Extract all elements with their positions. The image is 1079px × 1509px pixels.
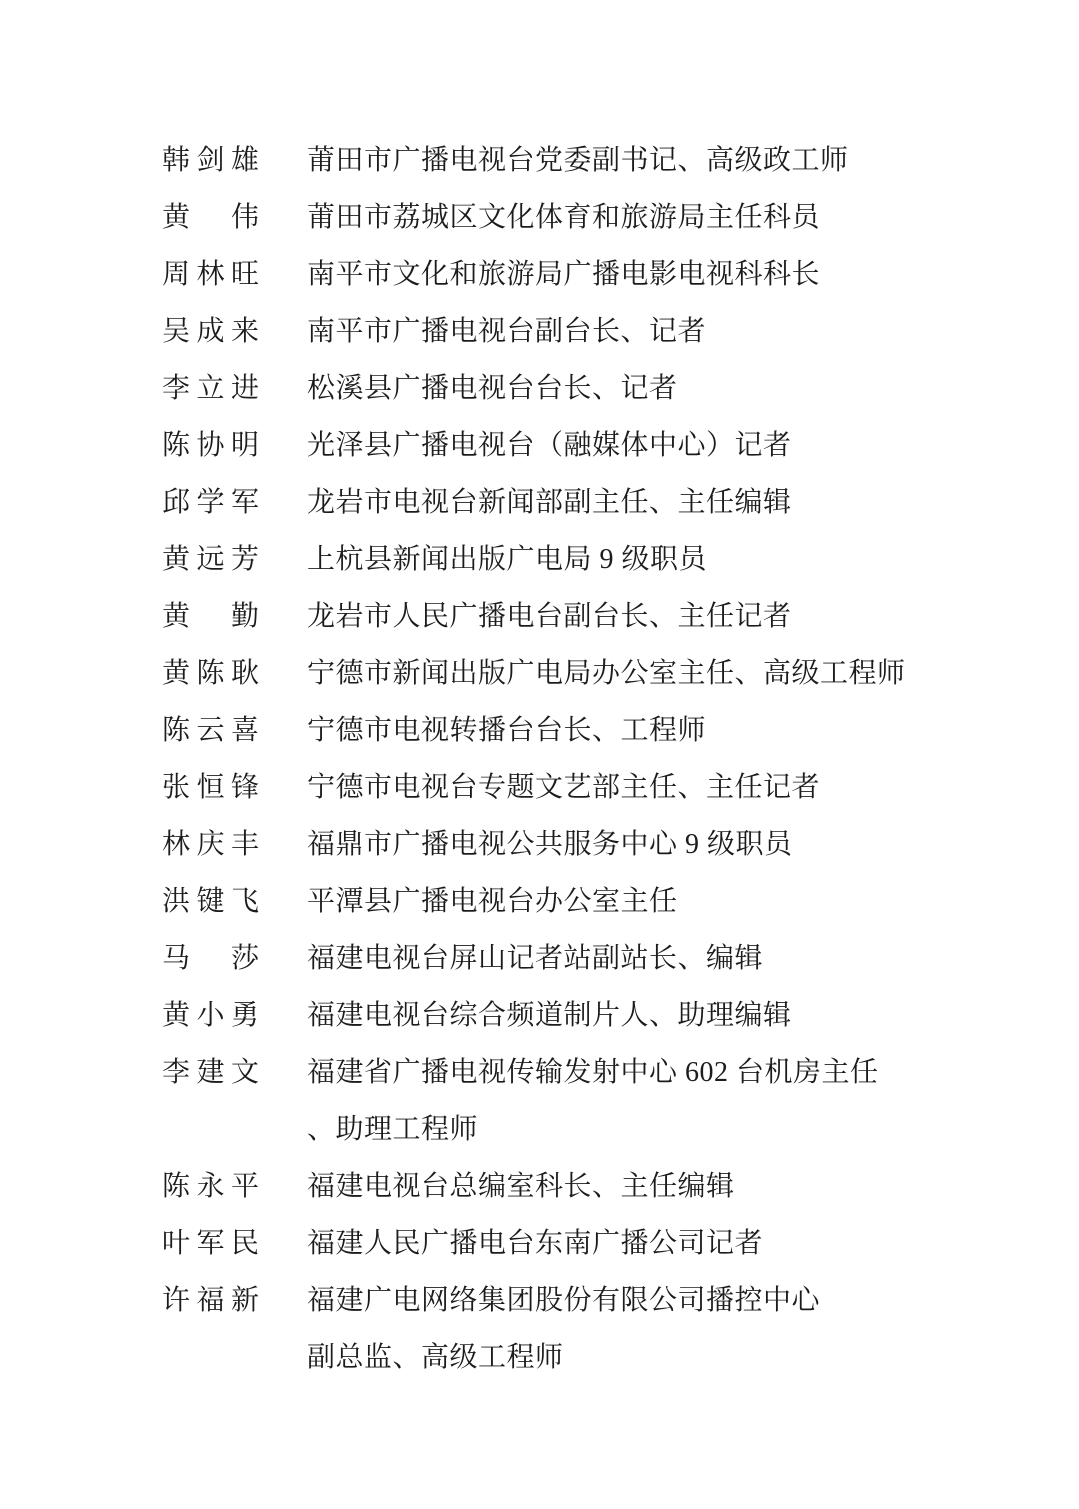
person-title: 上杭县新闻出版广电局 9 级职员 (307, 544, 708, 575)
person-name: 洪键飞 (162, 886, 259, 917)
list-item-continuation (162, 1329, 942, 1386)
person-name: 张恒锋 (162, 772, 259, 803)
person-title: 宁德市电视台专题文艺部主任、主任记者 (307, 772, 821, 803)
person-name: 黄远芳 (162, 544, 259, 575)
person-name: 林庆丰 (162, 829, 259, 860)
list-item (162, 1044, 942, 1101)
person-title: 莆田市广播电视台党委副书记、高级政工师 (307, 145, 849, 176)
list-item (162, 873, 942, 930)
person-title: 南平市文化和旅游局广播电影电视科科长 (307, 259, 821, 290)
person-name: 周林旺 (162, 259, 259, 290)
list-item (162, 930, 942, 987)
person-name: 韩剑雄 (162, 145, 259, 176)
person-title: 龙岩市电视台新闻部副主任、主任编辑 (307, 487, 792, 518)
person-name: 许福新 (162, 1285, 259, 1316)
person-name: 叶军民 (162, 1228, 259, 1259)
list-item (162, 759, 942, 816)
list-item (162, 702, 942, 759)
person-title: 平潭县广播电视台办公室主任 (307, 886, 678, 917)
person-title: 福建广电网络集团股份有限公司播控中心 (307, 1285, 821, 1316)
person-name: 马莎 (162, 943, 259, 974)
person-title: 莆田市荔城区文化体育和旅游局主任科员 (307, 202, 821, 233)
person-title: 福鼎市广播电视公共服务中心 9 级职员 (307, 829, 793, 860)
person-name: 邱学军 (162, 487, 259, 518)
list-item (162, 417, 942, 474)
person-name: 吴成来 (162, 316, 259, 347)
person-title: 宁德市电视转播台台长、工程师 (307, 715, 707, 746)
person-name: 陈协明 (162, 430, 259, 461)
list-item (162, 360, 942, 417)
person-title: 龙岩市人民广播电台副台长、主任记者 (307, 601, 792, 632)
person-title: 福建人民广播电台东南广播公司记者 (307, 1228, 764, 1259)
person-title-continued: 副总监、高级工程师 (307, 1342, 564, 1373)
person-title: 松溪县广播电视台台长、记者 (307, 373, 678, 404)
list-item (162, 987, 942, 1044)
list-item (162, 1272, 942, 1329)
person-name: 李立进 (162, 373, 259, 404)
person-name: 黄伟 (162, 202, 259, 233)
list-item (162, 132, 942, 189)
person-name: 黄小勇 (162, 1000, 259, 1031)
list-item (162, 246, 942, 303)
list-item (162, 531, 942, 588)
person-title: 福建省广播电视传输发射中心 602 台机房主任 (307, 1057, 879, 1088)
person-name: 黄陈耿 (162, 658, 259, 689)
list-item (162, 645, 942, 702)
list-item-continuation (162, 1101, 942, 1158)
person-title-continued: 、助理工程师 (307, 1114, 479, 1145)
person-title: 宁德市新闻出版广电局办公室主任、高级工程师 (307, 658, 906, 689)
list-item (162, 588, 942, 645)
list-item (162, 1158, 942, 1215)
list-item (162, 816, 942, 873)
person-title: 南平市广播电视台副台长、记者 (307, 316, 707, 347)
person-title: 福建电视台综合频道制片人、助理编辑 (307, 1000, 792, 1031)
list-item (162, 474, 942, 531)
person-title: 福建电视台总编室科长、主任编辑 (307, 1171, 735, 1202)
list-item (162, 303, 942, 360)
person-name: 李建文 (162, 1057, 259, 1088)
person-title: 福建电视台屏山记者站副站长、编辑 (307, 943, 764, 974)
person-name: 陈永平 (162, 1171, 259, 1202)
person-name: 陈云喜 (162, 715, 259, 746)
person-name: 黄勤 (162, 601, 259, 632)
person-title: 光泽县广播电视台（融媒体中心）记者 (307, 430, 792, 461)
list-item (162, 1215, 942, 1272)
roster-list (162, 132, 942, 1386)
list-item (162, 189, 942, 246)
